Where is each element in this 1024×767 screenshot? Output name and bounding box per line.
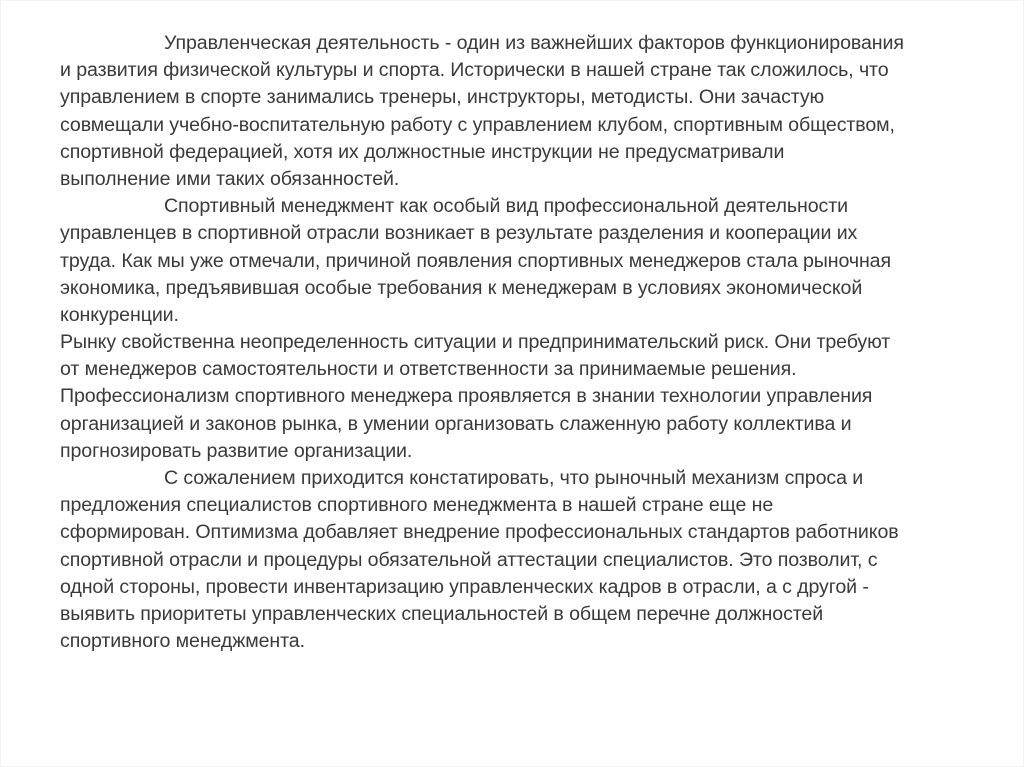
- text-line: и развития физической культуры и спорта. Исторически в нашей стране так сложилось, что: [60, 59, 889, 82]
- text-line: конкуренции.: [60, 303, 179, 326]
- text-line: Профессионализм спортивного менеджера проявляется в знании технологии управления: [60, 385, 873, 408]
- document-text-body: [60, 30, 975, 655]
- text-line: организацией и законов рынка, в умении организовать слаженную работу коллектива и: [60, 412, 852, 435]
- text-line: труда. Как мы уже отмечали, причиной появления спортивных менеджеров стала рыночная: [60, 249, 891, 272]
- text-line: управлением в спорте занимались тренеры, инструкторы, методисты. Они зачастую: [60, 86, 825, 109]
- text-line: экономика, предъявившая особые требования к менеджерам в условиях экономической: [60, 276, 863, 299]
- text-line: Рынку свойственна неопределенность ситуации и предпринимательский риск. Они требуют: [60, 331, 891, 354]
- text-line: совмещали учебно-воспитательную работу с управлением клубом, спортивным обществом,: [60, 113, 895, 136]
- text-line: выполнение ими таких обязанностей.: [60, 167, 400, 190]
- text-line: от менеджеров самостоятельности и ответственности за принимаемые решения.: [60, 358, 797, 381]
- text-line: спортивной отрасли и процедуры обязательной аттестации специалистов. Это позволит, с: [60, 548, 878, 571]
- text-line: выявить приоритеты управленческих специальностей в общем перечне должностей: [60, 602, 824, 625]
- text-line: сформирован. Оптимизма добавляет внедрение профессиональных стандартов работников: [60, 521, 899, 544]
- paragraph-first-line: Управленческая деятельность - один из важнейших факторов функционирования: [164, 32, 904, 54]
- text-line: управленцев в спортивной отрасли возникает в результате разделения и кооперации их: [60, 222, 858, 245]
- paragraph-first-line: Спортивный менеджмент как особый вид профессиональной деятельности: [164, 195, 848, 218]
- text-line: спортивного менеджмента.: [60, 630, 305, 653]
- text-line: предложения специалистов спортивного менеджмента в нашей стране еще не: [60, 494, 774, 517]
- text-line: спортивной федерацией, хотя их должностные инструкции не предусматривали: [60, 140, 785, 163]
- paragraph-first-line: С сожалением приходится констатировать, что рыночный механизм спроса и: [164, 467, 864, 489]
- text-line: прогнозировать развитие организации.: [60, 439, 413, 462]
- text-line: одной стороны, провести инвентаризацию управленческих кадров в отрасли, а с другой -: [60, 575, 869, 598]
